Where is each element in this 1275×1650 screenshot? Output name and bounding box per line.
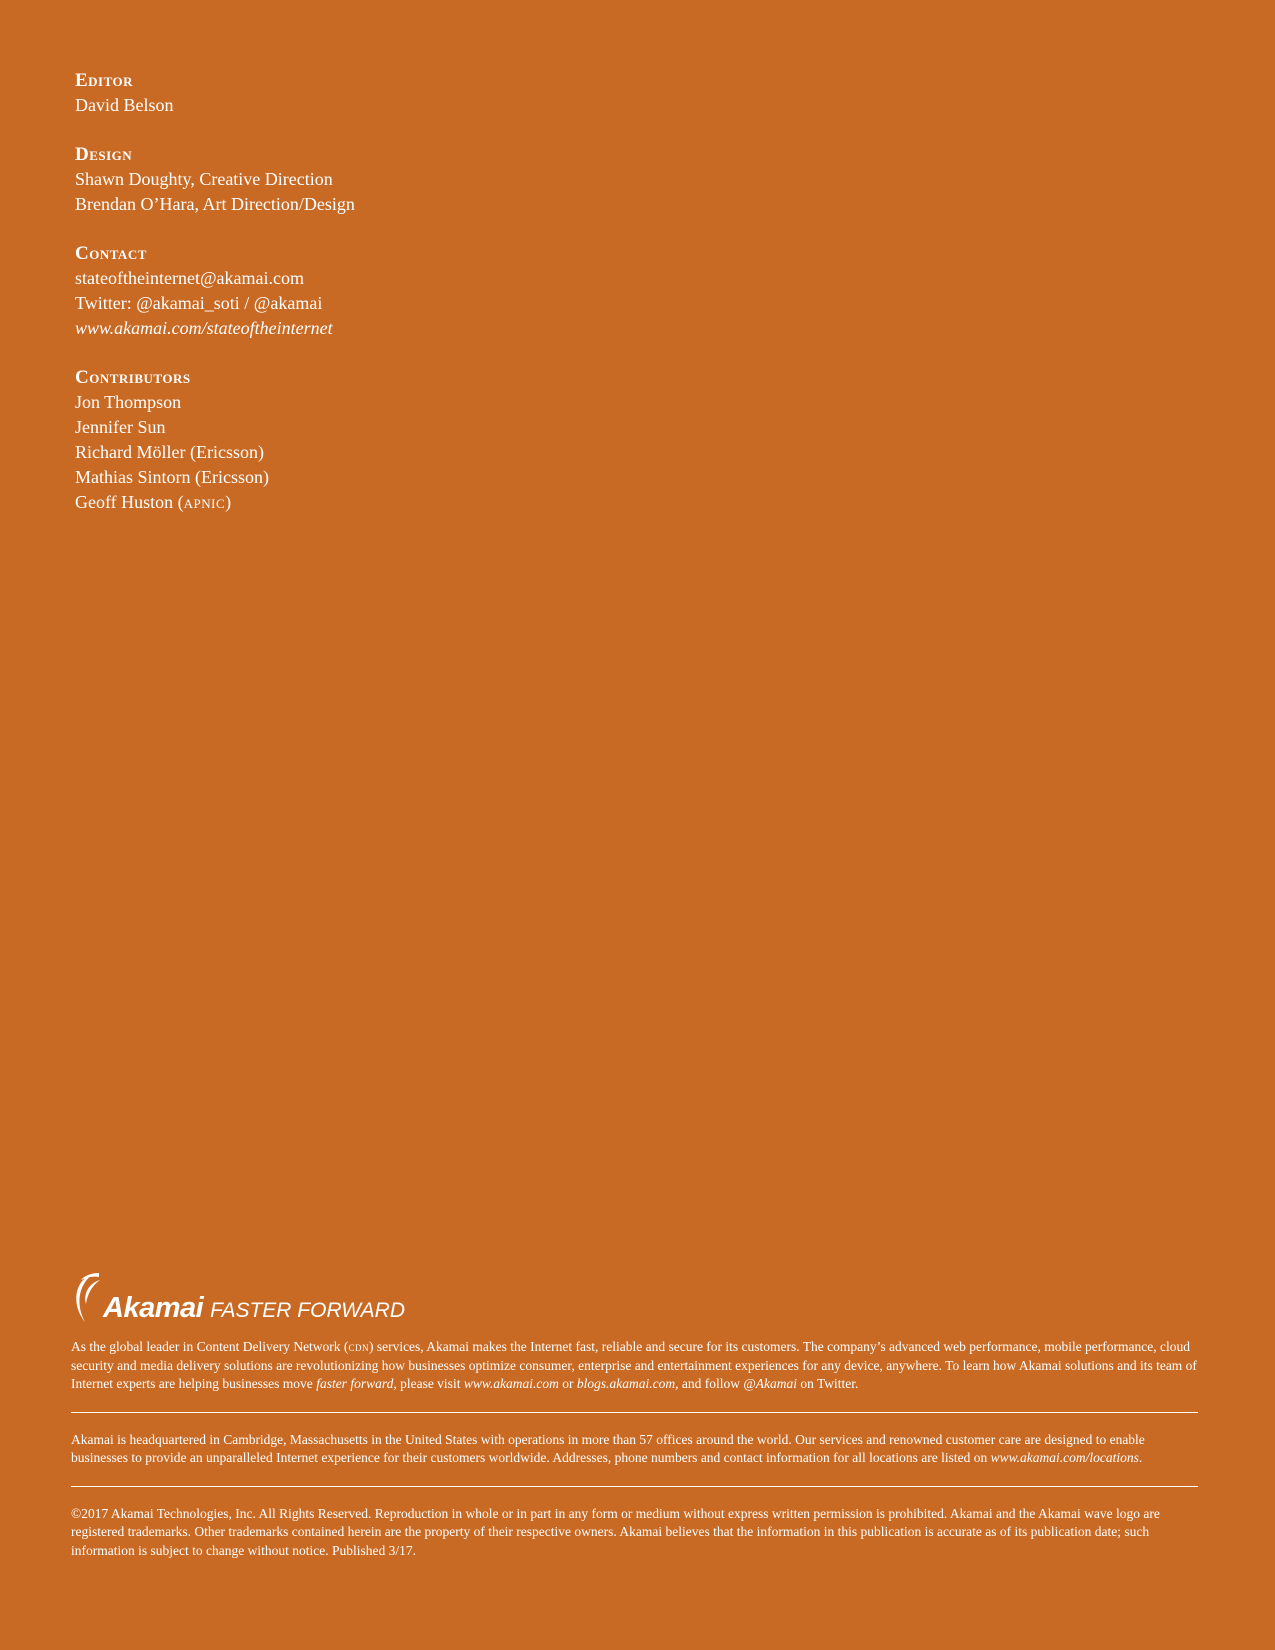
contributor-name: Richard Möller (Ericsson) bbox=[75, 442, 264, 462]
editor-name: David Belson bbox=[75, 95, 174, 115]
about-text: , please visit bbox=[393, 1376, 464, 1391]
contact-twitter: Twitter: @akamai_soti / @akamai bbox=[75, 293, 323, 313]
about-text: As the global leader in Content Delivery Network ( bbox=[71, 1339, 349, 1354]
contributor-name: Jennifer Sun bbox=[75, 417, 166, 437]
hq-text: Akamai is headquartered in Cambridge, Massachusetts in the United States with operations in more than 57 offices around the world. Our services and renowned customer care are designed to enable businesses to provide an unparalleled Internet experience for their customers worldwide. Addresses, phone numbers and contact information for all locations are listed on bbox=[71, 1431, 1145, 1465]
akamai-wave-icon bbox=[71, 1268, 101, 1326]
contributor-name-text: Geoff Huston ( bbox=[75, 492, 184, 512]
contact-heading: Contact bbox=[75, 243, 147, 264]
contributor-name: Mathias Sintorn (Ericsson) bbox=[75, 467, 269, 487]
contact-email[interactable]: stateoftheinternet@akamai.com bbox=[75, 268, 304, 288]
contributors-heading: Contributors bbox=[75, 367, 191, 388]
contact-section bbox=[75, 241, 675, 341]
design-section bbox=[75, 142, 675, 217]
legal-paragraph: ©2017 Akamai Technologies, Inc. All Rights Reserved. Reproduction in whole or in part in any form or medium without express written permission is prohibited. Akamai and the Akamai wave logo are registered trademarks. Other trademarks contained herein are the property of their respective owners. Akamai believes that the information in this publication is accurate as of its publication date; such information is subject to change without notice. Published 3/17. bbox=[71, 1505, 1160, 1558]
divider bbox=[71, 1412, 1198, 1413]
about-text: , and follow bbox=[675, 1376, 744, 1391]
about-paragraph bbox=[71, 1338, 1198, 1394]
design-credit: Brendan O’Hara, Art Direction/Design bbox=[75, 194, 355, 214]
divider bbox=[71, 1486, 1198, 1487]
logo-tagline: FASTER FORWARD bbox=[210, 1299, 406, 1322]
footer bbox=[71, 1268, 1198, 1560]
contributor-name: Jon Thompson bbox=[75, 392, 182, 412]
contact-website-link[interactable]: www.akamai.com/stateoftheinternet bbox=[75, 318, 333, 338]
editor-section bbox=[75, 68, 675, 118]
headquarters-paragraph bbox=[71, 1431, 1198, 1468]
locations-link[interactable]: www.akamai.com/locations bbox=[990, 1450, 1139, 1465]
akamai-blog-link[interactable]: blogs.akamai.com bbox=[576, 1376, 676, 1391]
about-text: ) services, Akamai makes the Internet fast, reliable and secure for its customers. The company’s advanced web performance, mobile performance, cloud security and media delivery solutions are revolutionizing how businesses optimize consumer, enterprise and entertainment experiences for any device, anywhere. To learn how Akamai solutions and its team of Internet experts are helping businesses move bbox=[71, 1339, 1197, 1391]
hq-text: . bbox=[1138, 1450, 1143, 1465]
design-heading: Design bbox=[75, 144, 133, 165]
about-text: on Twitter. bbox=[797, 1376, 859, 1391]
contributor-name-suffix: ) bbox=[225, 492, 232, 512]
about-text: cdn bbox=[348, 1339, 369, 1354]
contributor-org: apnic bbox=[183, 492, 226, 512]
about-text: faster forward bbox=[316, 1376, 394, 1391]
editor-heading: Editor bbox=[75, 70, 134, 91]
design-credit: Shawn Doughty, Creative Direction bbox=[75, 169, 333, 189]
akamai-site-link[interactable]: www.akamai.com bbox=[463, 1376, 559, 1391]
credits-block bbox=[75, 68, 675, 539]
contributors-section bbox=[75, 365, 675, 515]
logo-wordmark: Akamai bbox=[103, 1292, 204, 1324]
akamai-logo bbox=[71, 1268, 1198, 1326]
contributor-name bbox=[75, 490, 675, 515]
about-text: or bbox=[558, 1376, 577, 1391]
akamai-twitter-handle[interactable]: @Akamai bbox=[743, 1376, 797, 1391]
